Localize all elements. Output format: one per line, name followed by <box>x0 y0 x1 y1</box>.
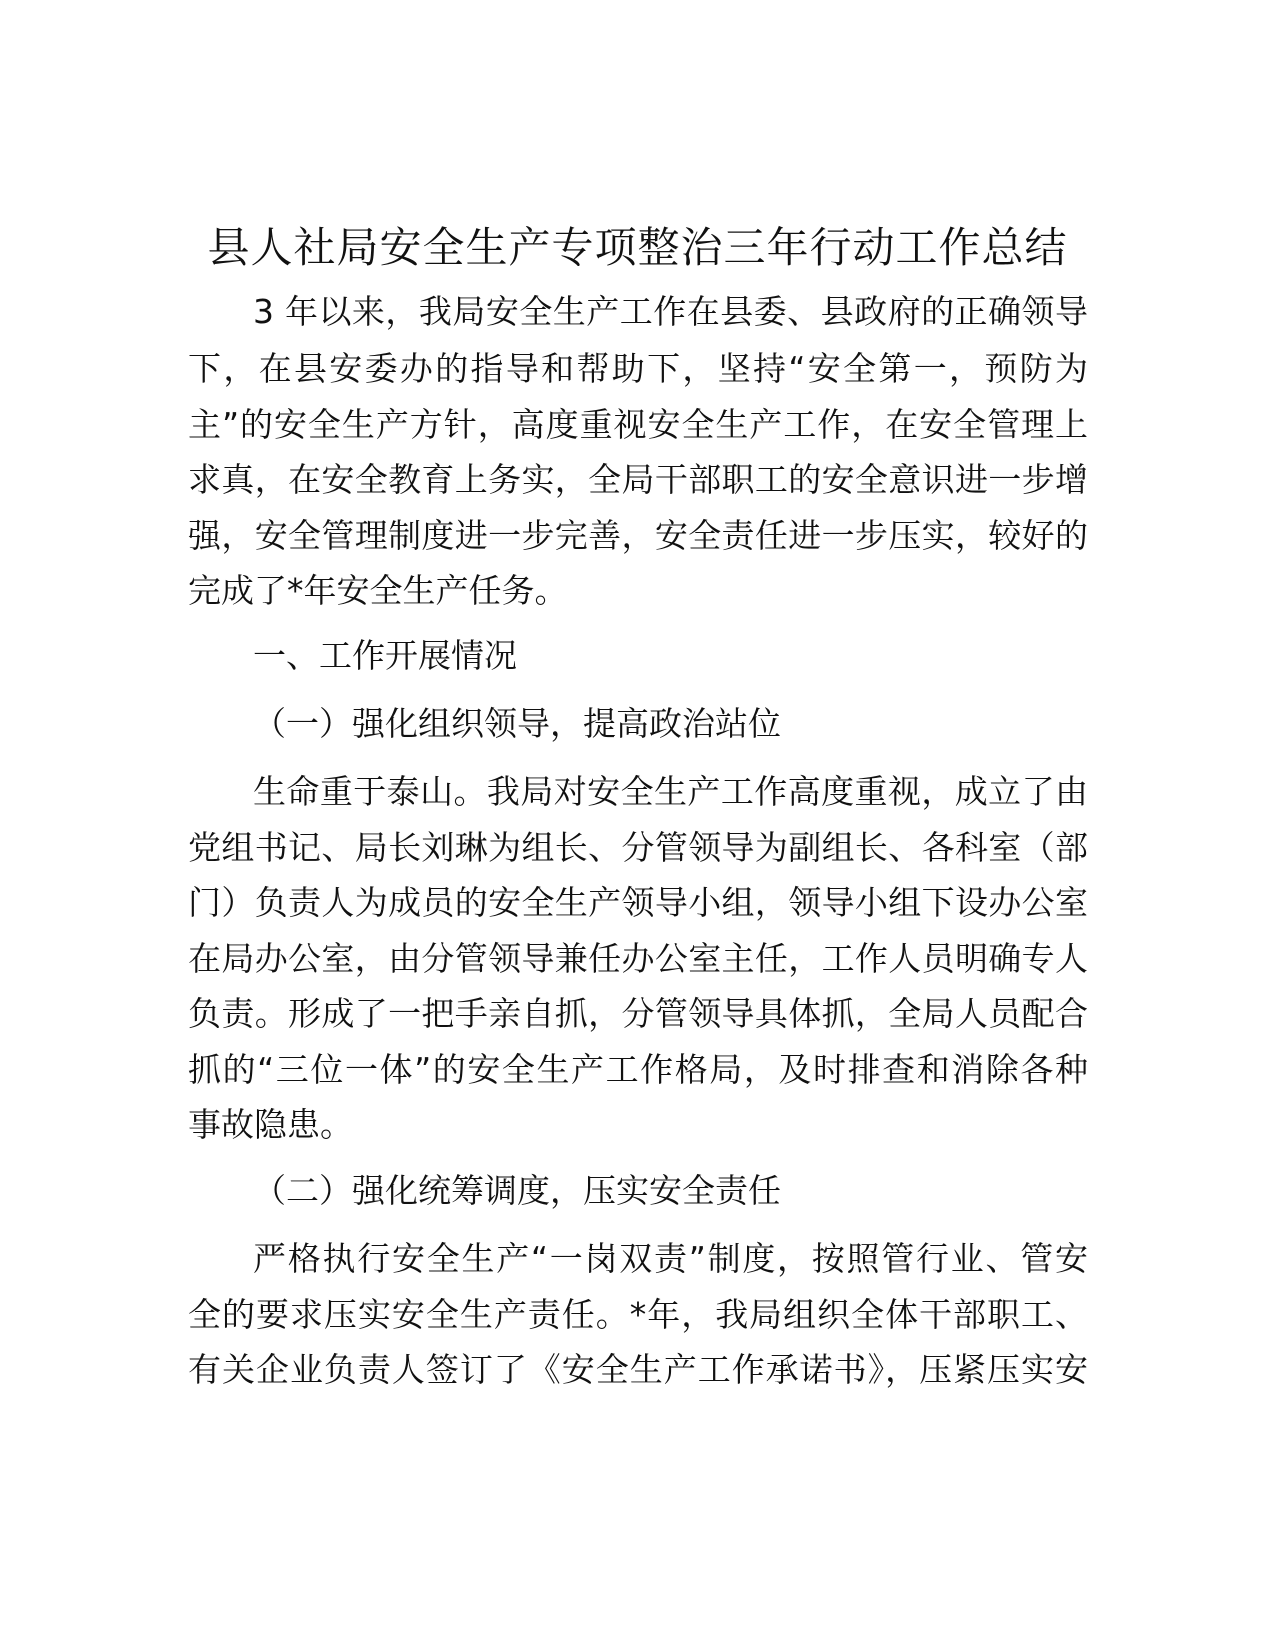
paragraph-line: 生命重于泰山。我局对安全生产工作高度重视，成立了由 <box>253 772 1088 811</box>
paragraph-line: 完成了*年安全生产任务。 <box>188 571 568 610</box>
paragraph-line: 3 年以来，我局安全生产工作在县委、县政府的正确领导 <box>253 292 1088 331</box>
document-title: 县人社局安全生产专项整治三年行动工作总结 <box>207 223 1068 272</box>
paragraph-line: 在局办公室，由分管领导兼任办公室主任，工作人员明确专人 <box>188 939 1088 978</box>
paragraph-line: 党组书记、局长刘琳为组长、分管领导为副组长、各科室（部 <box>188 828 1088 867</box>
paragraph-line: 下，在县安委办的指导和帮助下，坚持“安全第一，预防为 <box>188 349 1088 388</box>
subsection-heading: （一）强化组织领导，提高政治站位 <box>253 704 781 743</box>
paragraph-line: 主”的安全生产方针，高度重视安全生产工作，在安全管理上 <box>188 405 1088 444</box>
paragraph-line: 严格执行安全生产“一岗双责”制度，按照管行业、管安 <box>253 1239 1088 1278</box>
paragraph-line: 强，安全管理制度进一步完善，安全责任进一步压实，较好的 <box>188 516 1088 555</box>
section-heading: 一、工作开展情况 <box>253 636 517 675</box>
subsection-heading: （二）强化统筹调度，压实安全责任 <box>253 1171 781 1210</box>
paragraph-line: 负责。形成了一把手亲自抓，分管领导具体抓，全局人员配合 <box>188 994 1088 1033</box>
paragraph-line: 事故隐患。 <box>188 1105 353 1144</box>
paragraph-line: 抓的“三位一体”的安全生产工作格局，及时排查和消除各种 <box>188 1050 1088 1089</box>
paragraph-line: 门）负责人为成员的安全生产领导小组，领导小组下设办公室 <box>188 883 1088 922</box>
paragraph-line: 有关企业负责人签订了《安全生产工作承诺书》，压紧压实安 <box>188 1350 1088 1389</box>
paragraph-line: 全的要求压实安全生产责任。*年，我局组织全体干部职工、 <box>188 1295 1088 1334</box>
paragraph-line: 求真，在安全教育上务实，全局干部职工的安全意识进一步增 <box>188 460 1088 499</box>
